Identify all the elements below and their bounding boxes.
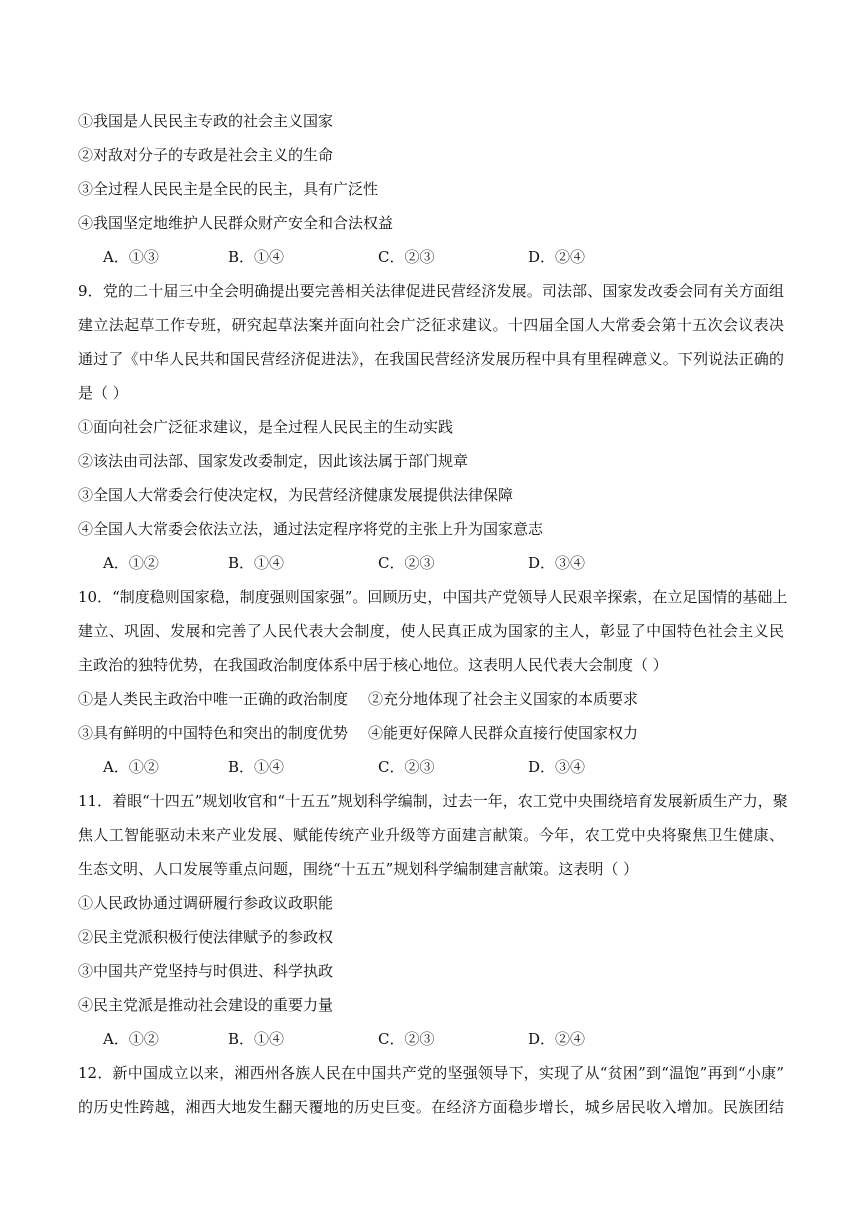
q11-option-c: C．②③ — [378, 1030, 435, 1048]
q9-stem-line-4: 是（ ） — [78, 384, 128, 402]
q11-stem-line-3: 生态文明、人口发展等重点问题，围绕“十五五”规划科学编制建言献策。这表明（ ） — [78, 860, 639, 878]
q10-stem-line-1: 10．“制度稳则国家稳，制度强则国家强”。回顾历史，中国共产党领导人民艰辛探索，在立足国情的基础上 — [78, 588, 788, 606]
q10-option-c: C．②③ — [378, 758, 435, 776]
q10-option-b: B．①④ — [228, 758, 285, 776]
q8-statement-2: ②对敌对分子的专政是社会主义的生命 — [78, 146, 334, 164]
q9-statement-4: ④全国人大常委会依法立法，通过法定程序将党的主张上升为国家意志 — [78, 520, 544, 538]
q8-option-c: C．②③ — [378, 248, 435, 266]
q10-statement-row-1 — [78, 688, 784, 710]
q9-stem-line-2: 建立法起草工作专班，研究起草法案并面向社会广泛征求建议。十四届全国人大常委会第十五次会议表决 — [78, 316, 784, 334]
q11-statement-4: ④民主党派是推动社会建设的重要力量 — [78, 996, 334, 1014]
q11-option-d: D．②④ — [528, 1030, 586, 1048]
q8-option-a: A．①③ — [103, 248, 159, 266]
q11-option-a: A．①② — [103, 1030, 159, 1048]
q11-statement-2: ②民主党派积极行使法律赋予的参政权 — [78, 928, 334, 946]
q10-stem-line-3: 主政治的独特优势，在我国政治制度体系中居于核心地位。这表明人民代表大会制度（ ） — [78, 656, 668, 674]
q10-stem-line-2: 建立、巩固、发展和完善了人民代表大会制度，使人民真正成为国家的主人，彰显了中国特色社会主义民 — [78, 622, 784, 640]
q8-option-d: D．②④ — [528, 248, 586, 266]
q10-statement-row-2 — [78, 722, 784, 744]
q10-option-a: A．①② — [103, 758, 159, 776]
q11-statement-3: ③中国共产党坚持与时俱进、科学执政 — [78, 962, 334, 980]
q10-statement-4: ④能更好保障人民群众直接行使国家权力 — [368, 724, 639, 742]
q8-statement-1: ①我国是人民民主专政的社会主义国家 — [78, 112, 334, 130]
q9-option-d: D．③④ — [528, 554, 586, 572]
q12-stem-line-1: 12．新中国成立以来，湘西州各族人民在中国共产党的坚强领导下，实现了从“贫困”到“温饱”再到“小康” — [78, 1064, 784, 1082]
q10-statement-2: ②充分地体现了社会主义国家的本质要求 — [368, 690, 639, 708]
q9-stem-line-1: 9．党的二十届三中全会明确提出要完善相关法律促进民营经济发展。司法部、国家发改委会同有关方面组 — [78, 282, 784, 300]
q10-statement-3: ③具有鲜明的中国特色和突出的制度优势 — [78, 724, 349, 742]
q9-statement-3: ③全国人大常委会行使决定权，为民营经济健康发展提供法律保障 — [78, 486, 514, 504]
q9-statement-1: ①面向社会广泛征求建议，是全过程人民民主的生动实践 — [78, 418, 454, 436]
q8-option-b: B．①④ — [228, 248, 285, 266]
q9-option-b: B．①④ — [228, 554, 285, 572]
q12-stem-line-2: 的历史性跨越，湘西大地发生翻天覆地的历史巨变。在经济方面稳步增长，城乡居民收入增加。民族团结 — [78, 1098, 784, 1116]
q11-option-b: B．①④ — [228, 1030, 285, 1048]
q10-statement-1: ①是人类民主政治中唯一正确的政治制度 — [78, 690, 349, 708]
q9-option-c: C．②③ — [378, 554, 435, 572]
q11-statement-1: ①人民政协通过调研履行参政议政职能 — [78, 894, 334, 912]
q9-option-a: A．①② — [103, 554, 159, 572]
q8-statement-4: ④我国坚定地维护人民群众财产安全和合法权益 — [78, 214, 394, 232]
q8-statement-3: ③全过程人民民主是全民的民主，具有广泛性 — [78, 180, 379, 198]
q9-statement-2: ②该法由司法部、国家发改委制定，因此该法属于部门规章 — [78, 452, 469, 470]
q9-stem-line-3: 通过了《中华人民共和国民营经济促进法》，在我国民营经济发展历程中具有里程碑意义。下列说法正确的 — [78, 350, 784, 368]
q10-option-d: D．③④ — [528, 758, 586, 776]
q11-stem-line-1: 11．着眼“十四五”规划收官和“十五五”规划科学编制，过去一年，农工党中央围绕培育发展新质生产力，聚 — [78, 792, 788, 810]
q11-stem-line-2: 焦人工智能驱动未来产业发展、赋能传统产业升级等方面建言献策。今年，农工党中央将聚焦卫生健康、 — [78, 826, 784, 844]
